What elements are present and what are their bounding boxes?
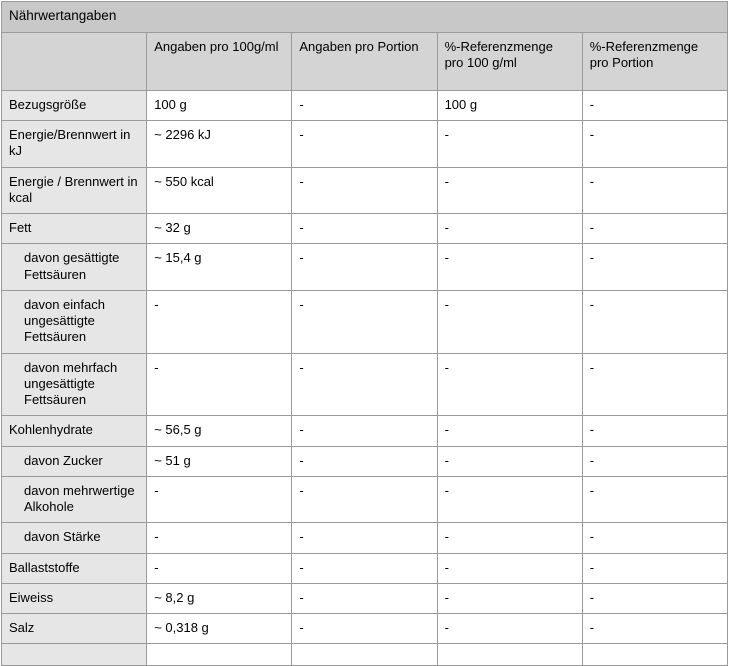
table-bottom-cell — [2, 644, 147, 666]
row-value: ~ 51 g — [147, 446, 292, 476]
table-row — [2, 446, 728, 476]
column-header-ref-per-portion: %-Referenzmenge pro Portion — [582, 32, 727, 90]
row-label: davon gesättigte Fettsäuren — [2, 244, 147, 291]
table-row — [2, 214, 728, 244]
nutrition-table-container — [0, 1, 729, 666]
row-label: Energie / Brennwert in kcal — [2, 167, 147, 214]
row-label: davon Zucker — [2, 446, 147, 476]
row-value: 100 g — [147, 90, 292, 120]
row-value: ~ 2296 kJ — [147, 121, 292, 168]
row-value: - — [437, 290, 582, 353]
table-row — [2, 614, 728, 644]
row-value: - — [437, 244, 582, 291]
row-value: - — [582, 446, 727, 476]
row-value: - — [437, 353, 582, 416]
table-title: Nährwertangaben — [2, 2, 728, 33]
column-header-label — [2, 32, 147, 90]
row-label: Eiweiss — [2, 583, 147, 613]
row-value: ~ 15,4 g — [147, 244, 292, 291]
row-value: - — [292, 553, 437, 583]
column-header-ref-per-100g: %-Referenzmenge pro 100 g/ml — [437, 32, 582, 90]
row-label: davon mehrfach ungesättigte Fettsäuren — [2, 353, 147, 416]
row-value: - — [437, 121, 582, 168]
table-row — [2, 416, 728, 446]
row-value: - — [437, 614, 582, 644]
row-label: Ballaststoffe — [2, 553, 147, 583]
row-value: - — [437, 523, 582, 553]
row-value: - — [437, 214, 582, 244]
row-value: - — [292, 614, 437, 644]
row-value: - — [437, 167, 582, 214]
row-value: - — [437, 476, 582, 523]
row-value: 100 g — [437, 90, 582, 120]
row-value: ~ 56,5 g — [147, 416, 292, 446]
row-value: - — [292, 290, 437, 353]
column-header-per-portion: Angaben pro Portion — [292, 32, 437, 90]
table-row — [2, 523, 728, 553]
row-value: ~ 8,2 g — [147, 583, 292, 613]
row-value: - — [292, 416, 437, 446]
table-row — [2, 553, 728, 583]
row-value: - — [582, 553, 727, 583]
row-value: - — [582, 353, 727, 416]
row-value: - — [292, 244, 437, 291]
row-value: - — [582, 583, 727, 613]
row-value: - — [437, 416, 582, 446]
row-value: - — [582, 614, 727, 644]
row-value: - — [292, 121, 437, 168]
row-value: - — [292, 167, 437, 214]
row-value: - — [582, 476, 727, 523]
row-value: - — [292, 353, 437, 416]
table-row — [2, 583, 728, 613]
table-bottom-cell — [582, 644, 727, 666]
table-row — [2, 90, 728, 120]
row-label: davon Stärke — [2, 523, 147, 553]
table-column-header-row — [2, 32, 728, 90]
row-value: ~ 0,318 g — [147, 614, 292, 644]
row-value: - — [292, 476, 437, 523]
row-label: Bezugsgröße — [2, 90, 147, 120]
row-value: - — [292, 523, 437, 553]
table-row — [2, 476, 728, 523]
row-value: ~ 32 g — [147, 214, 292, 244]
row-value: - — [437, 553, 582, 583]
row-value: - — [582, 214, 727, 244]
row-value: ~ 550 kcal — [147, 167, 292, 214]
row-value: - — [582, 121, 727, 168]
row-value: - — [147, 476, 292, 523]
table-row — [2, 290, 728, 353]
row-value: - — [147, 353, 292, 416]
table-bottom-edge — [2, 644, 728, 666]
row-value: - — [292, 214, 437, 244]
row-value: - — [582, 244, 727, 291]
row-value: - — [582, 167, 727, 214]
row-value: - — [292, 446, 437, 476]
row-value: - — [582, 523, 727, 553]
row-value: - — [147, 553, 292, 583]
row-value: - — [582, 290, 727, 353]
row-value: - — [582, 90, 727, 120]
row-label: davon mehrwertige Alkohole — [2, 476, 147, 523]
row-label: Salz — [2, 614, 147, 644]
table-header — [2, 2, 728, 91]
table-bottom-cell — [147, 644, 292, 666]
table-title-row — [2, 2, 728, 33]
column-header-per-100g: Angaben pro 100g/ml — [147, 32, 292, 90]
table-row — [2, 353, 728, 416]
row-value: - — [437, 583, 582, 613]
row-value: - — [292, 583, 437, 613]
row-value: - — [292, 90, 437, 120]
row-label: Kohlenhydrate — [2, 416, 147, 446]
table-row — [2, 167, 728, 214]
table-body — [2, 90, 728, 666]
row-label: Fett — [2, 214, 147, 244]
table-bottom-cell — [292, 644, 437, 666]
row-value: - — [147, 523, 292, 553]
nutrition-table — [1, 1, 728, 666]
table-bottom-cell — [437, 644, 582, 666]
table-row — [2, 244, 728, 291]
table-row — [2, 121, 728, 168]
row-label: Energie/Brennwert in kJ — [2, 121, 147, 168]
row-value: - — [582, 416, 727, 446]
row-value: - — [147, 290, 292, 353]
row-value: - — [437, 446, 582, 476]
row-label: davon einfach ungesättigte Fettsäuren — [2, 290, 147, 353]
